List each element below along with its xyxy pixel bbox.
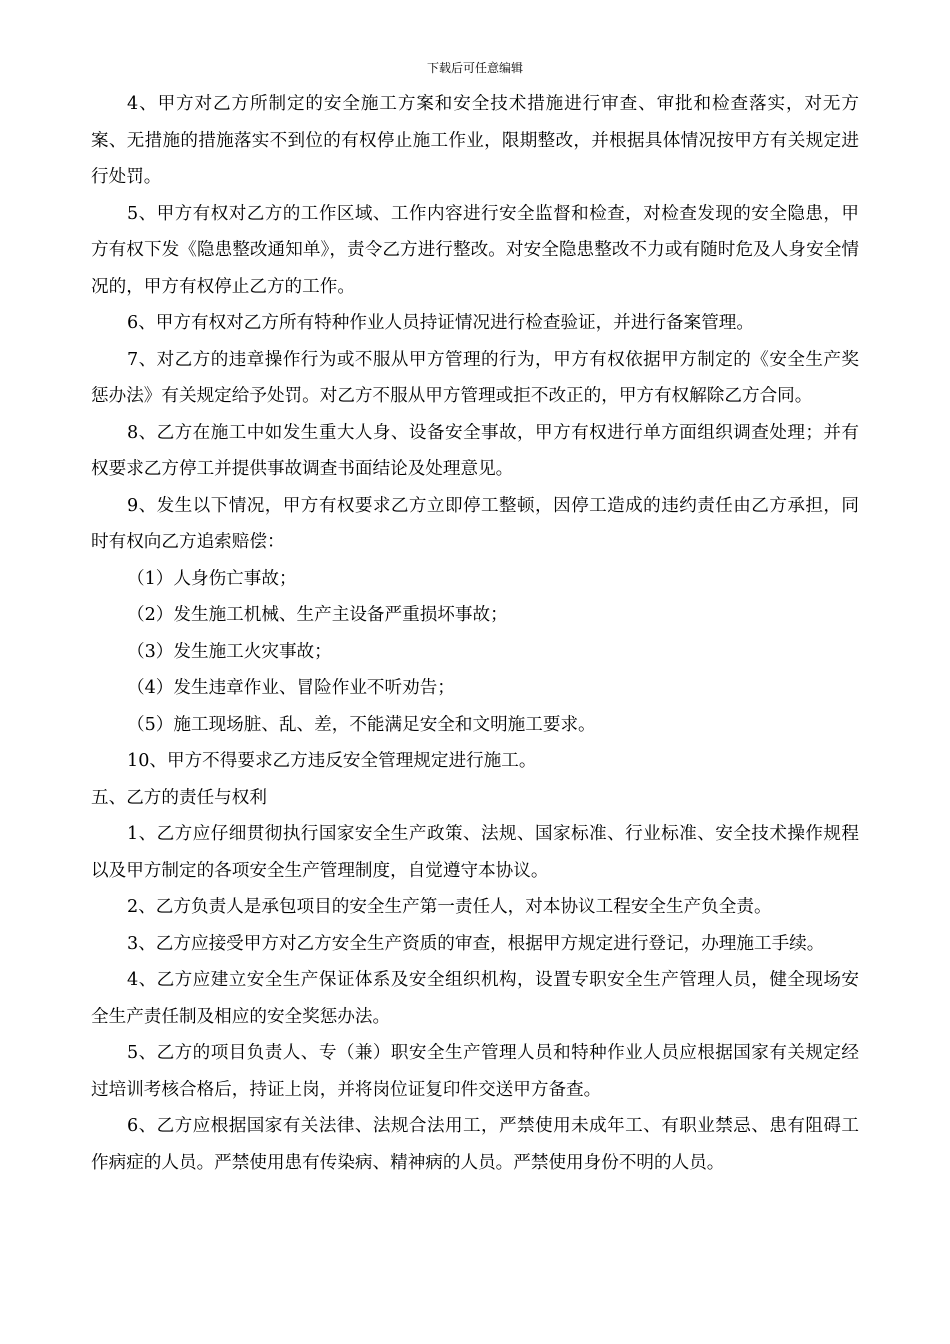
paragraph: 1、乙方应仔细贯彻执行国家安全生产政策、法规、国家标准、行业标准、安全技术操作规程以及甲方制定的各项安全生产管理制度，自觉遵守本协议。 — [91, 824, 859, 881]
page-header: 下载后可任意编辑 — [426, 61, 523, 75]
list-item: （1）人身伤亡事故； — [127, 568, 297, 589]
paragraph: 9、发生以下情况，甲方有权要求乙方立即停工整顿，因停工造成的违约责任由乙方承担，同时有权向乙方追索赔偿： — [91, 495, 859, 552]
paragraph: 6、乙方应根据国家有关法律、法规合法用工，严禁使用未成年工、有职业禁忌、患有阻碍工作病症的人员。严禁使用患有传染病、精神病的人员。严禁使用身份不明的人员。 — [91, 1116, 859, 1173]
paragraph: 8、乙方在施工中如发生重大人身、设备安全事故，甲方有权进行单方面组织调查处理；并有权要求乙方停工并提供事故调查书面结论及处理意见。 — [91, 422, 859, 479]
paragraph: 2、乙方负责人是承包项目的安全生产第一责任人，对本协议工程安全生产负全责。 — [127, 897, 772, 917]
paragraph: 10、甲方不得要求乙方违反安全管理规定进行施工。 — [127, 751, 537, 771]
paragraph: 5、乙方的项目负责人、专（兼）职安全生产管理人员和特种作业人员应根据国家有关规定经过培训考核合格后，持证上岗，并将岗位证复印件交送甲方备查。 — [91, 1043, 859, 1100]
list-item: （3）发生施工火灾事故； — [127, 641, 332, 662]
document-body — [91, 86, 859, 1181]
section-heading: 五、乙方的责任与权利 — [91, 787, 267, 808]
paragraph: 6、甲方有权对乙方所有特种作业人员持证情况进行检查验证，并进行备案管理。 — [127, 313, 754, 333]
list-item: （2）发生施工机械、生产主设备严重损坏事故； — [127, 605, 508, 625]
list-item: （4）发生违章作业、冒险作业不听劝告； — [127, 678, 455, 698]
paragraph: 4、甲方对乙方所制定的安全施工方案和安全技术措施进行审查、审批和检查落实，对无方案、无措施的措施落实不到位的有权停止施工作业，限期整改，并根据具体情况按甲方有关规定进行处罚。 — [91, 94, 859, 187]
paragraph: 5、甲方有权对乙方的工作区域、工作内容进行安全监督和检查，对检查发现的安全隐患，甲方有权下发《隐患整改通知单》，责令乙方进行整改。对安全隐患整改不力或有随时危及人身安全情况的，甲方有权停止乙方的工作。 — [91, 203, 859, 297]
list-item: （5）施工现场脏、乱、差，不能满足安全和文明施工要求。 — [127, 714, 596, 735]
paragraph: 3、乙方应接受甲方对乙方安全生产资质的审查，根据甲方规定进行登记，办理施工手续。 — [127, 933, 825, 954]
paragraph: 7、对乙方的违章操作行为或不服从甲方管理的行为，甲方有权依据甲方制定的《安全生产奖惩办法》有关规定给予处罚。对乙方不服从甲方管理或拒不改正的，甲方有权解除乙方合同。 — [91, 349, 859, 406]
paragraph: 4、乙方应建立安全生产保证体系及安全组织机构，设置专职安全生产管理人员，健全现场安全生产责任制及相应的安全奖惩办法。 — [91, 970, 859, 1027]
